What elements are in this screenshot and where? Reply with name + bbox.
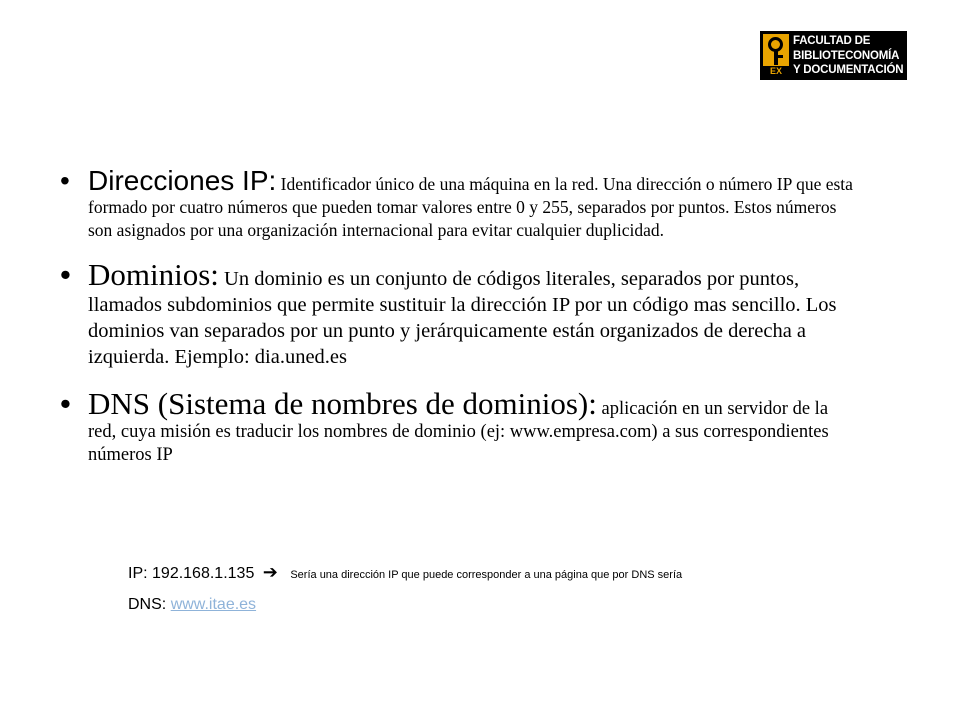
ip-example-line bbox=[128, 561, 682, 586]
logo-line-2: BIBLIOTECONOMÍA bbox=[793, 49, 900, 62]
logo-line-1: FACULTAD DE bbox=[793, 35, 871, 47]
bullet-description: Un dominio es un conjunto de códigos literales, separados por puntos, llamados subdominios que permite sustituir la dirección IP por un código mas sencillo. Los dominios van separados por un punto y jerárquicamente están organizados de derecha a izquierda. Ejemplo: dia.uned.es bbox=[88, 268, 837, 368]
university-emblem-icon bbox=[763, 34, 789, 77]
key-bit-shape bbox=[778, 55, 783, 58]
dns-label: DNS: bbox=[128, 596, 167, 613]
key-shaft-shape bbox=[774, 51, 778, 65]
bullet-dominios bbox=[60, 258, 860, 370]
bullet-dns bbox=[60, 387, 860, 467]
ip-label: IP: bbox=[128, 565, 148, 582]
ip-value: 192.168.1.135 bbox=[152, 565, 255, 582]
bullet-term: Dominios: bbox=[88, 257, 219, 292]
dns-example-line bbox=[128, 594, 256, 616]
faculty-logo bbox=[760, 31, 907, 80]
dns-link[interactable]: www.itae.es bbox=[170, 596, 257, 613]
bullet-term: Direcciones IP: bbox=[88, 165, 277, 196]
key-ring-shape bbox=[768, 37, 783, 52]
right-arrow-icon: ➔ bbox=[262, 562, 278, 582]
emblem-text: EX bbox=[763, 66, 789, 77]
ip-example-note: Sería una dirección IP que puede corresponder a una página que por DNS sería bbox=[290, 569, 683, 581]
bullet-direcciones-ip bbox=[60, 165, 860, 241]
bullet-term: DNS (Sistema de nombres de dominios): bbox=[88, 386, 597, 421]
bullet-list bbox=[60, 165, 860, 484]
bullet-description: aplicación en un servidor de la red, cuya misión es traducir los nombres de dominio (ej: www.empresa.com) a sus correspondientes números IP bbox=[88, 399, 829, 465]
logo-text bbox=[793, 34, 903, 78]
logo-line-3: Y DOCUMENTACIÓN bbox=[793, 64, 904, 76]
bullet-description: Identificador único de una máquina en la red. Una dirección o número IP que esta formado por cuatro números que pueden tomar valores entre 0 y 255, separados por puntos. Estos números son asignados por una organización internacional para evitar cualquier duplicidad. bbox=[88, 174, 853, 240]
